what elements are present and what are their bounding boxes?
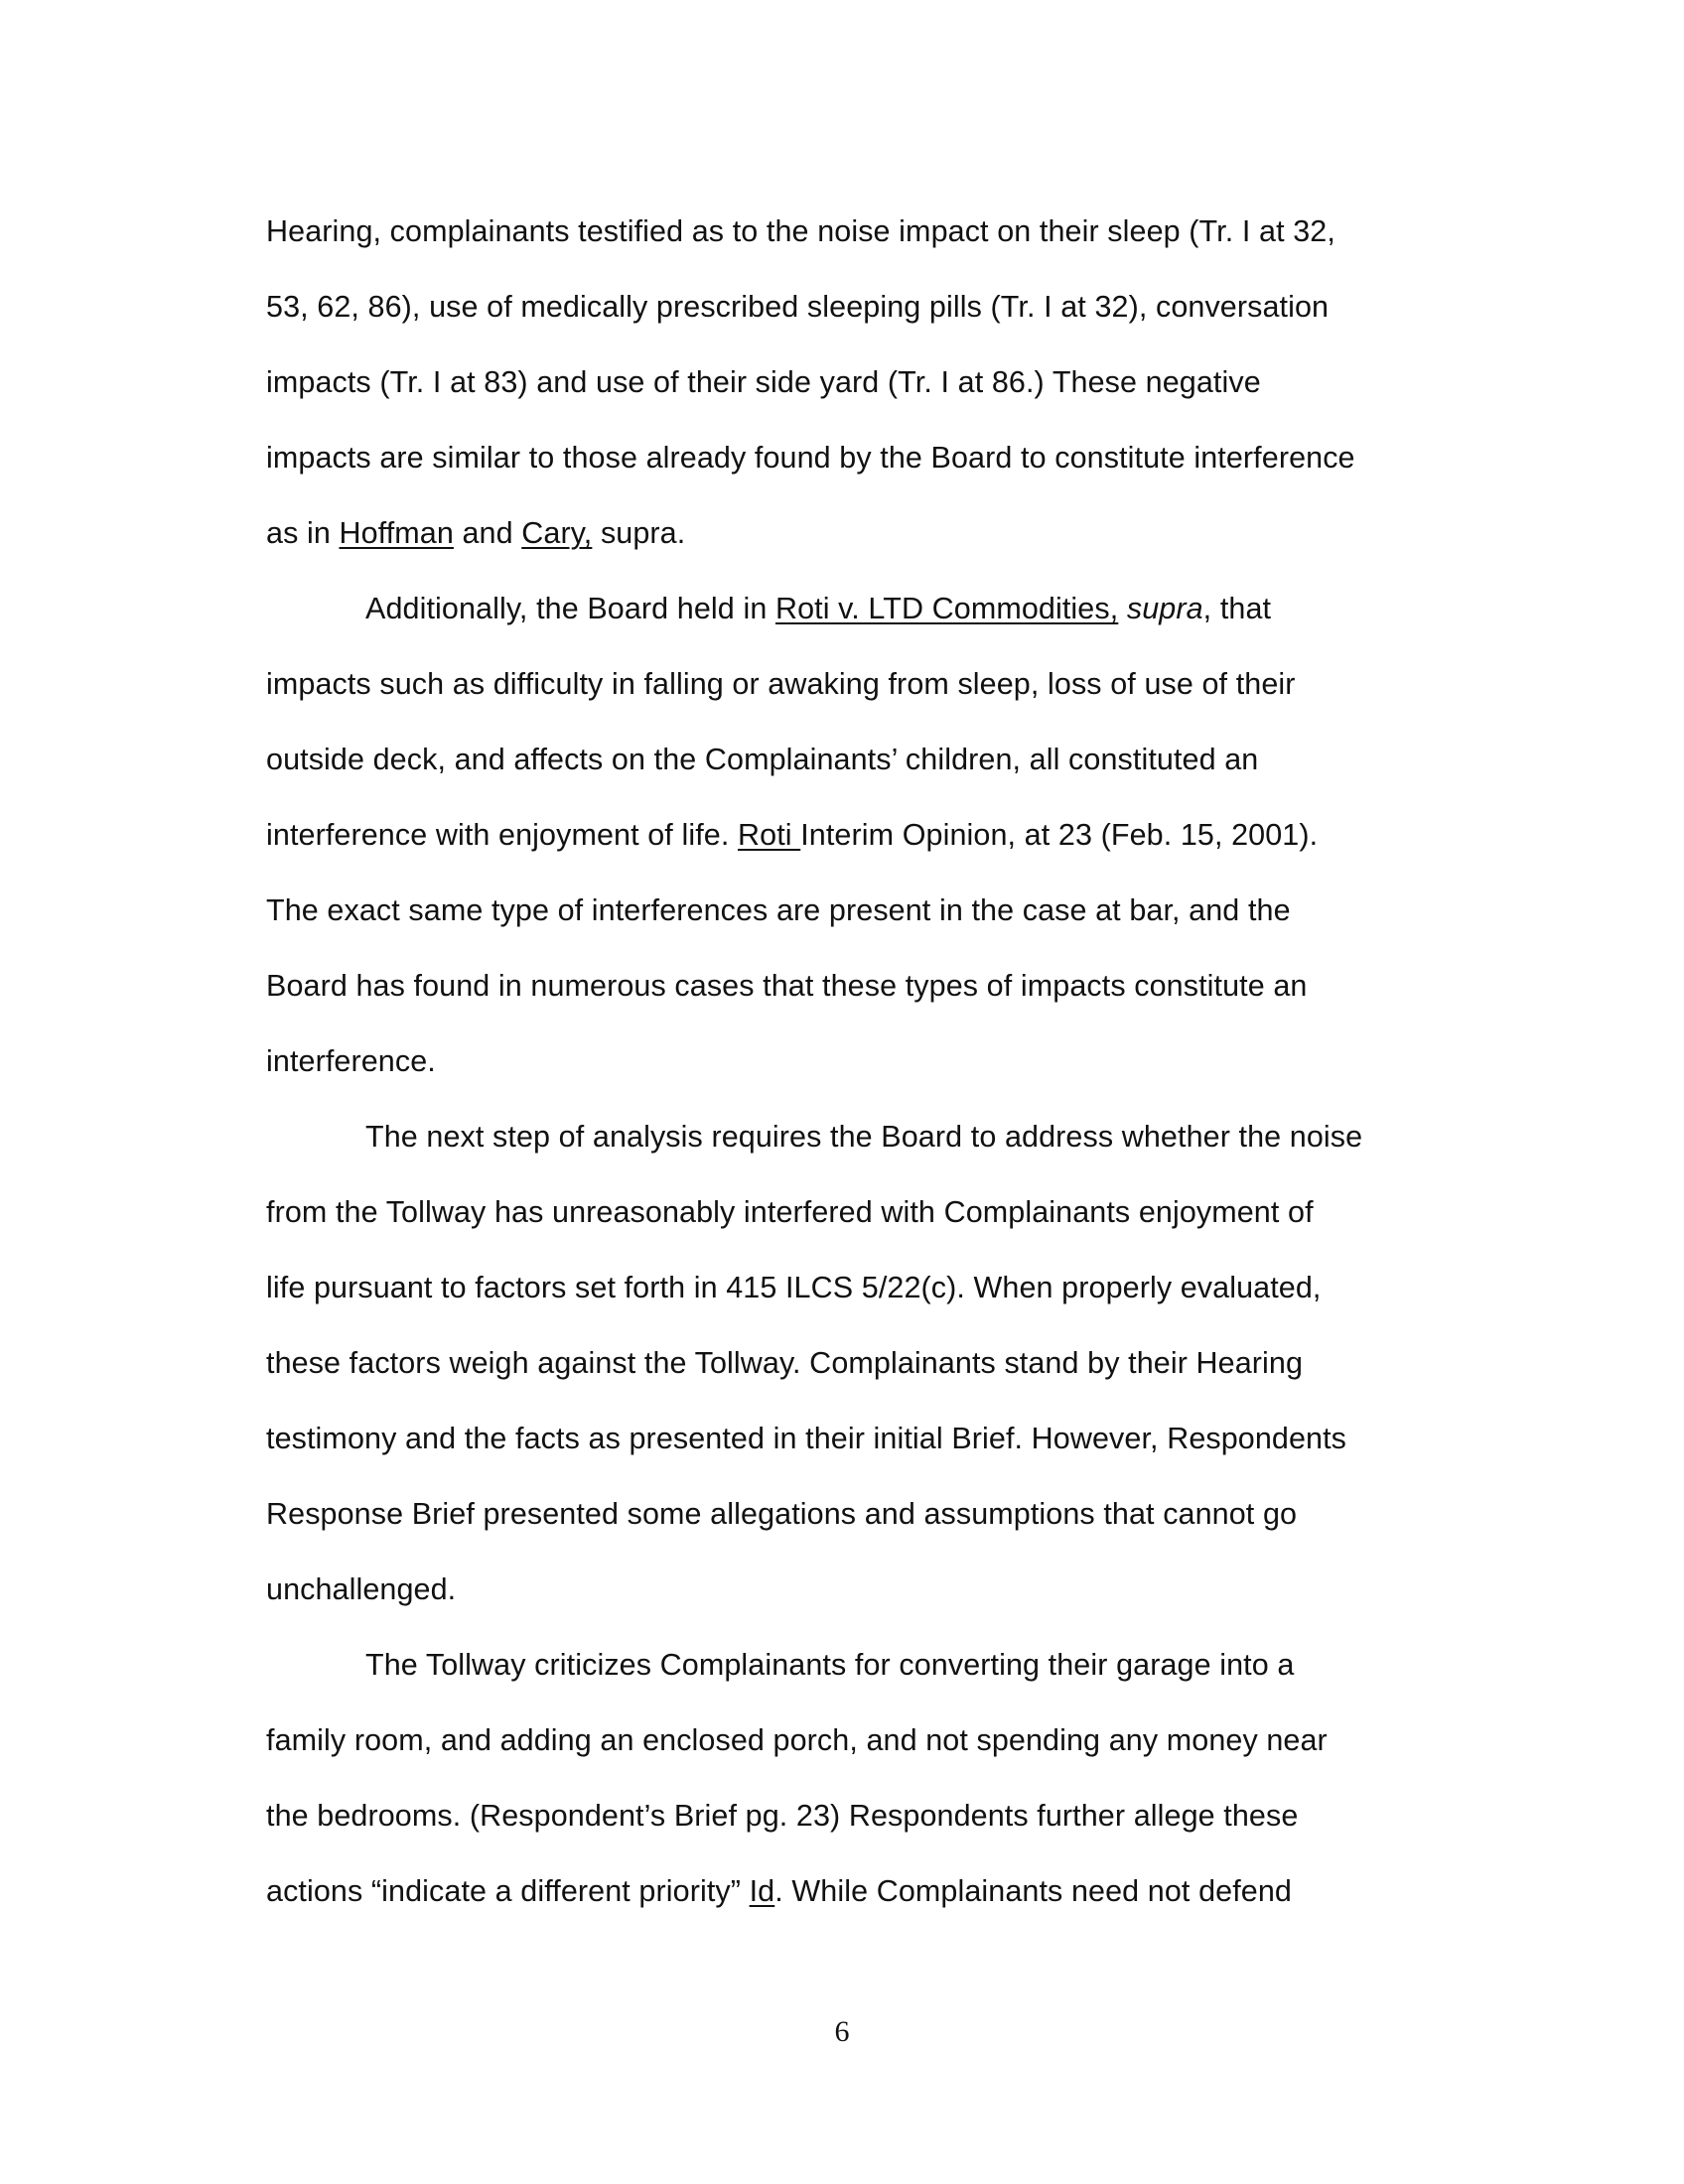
text-run: and bbox=[453, 516, 522, 550]
text-run: interference with enjoyment of life. bbox=[266, 818, 738, 852]
case-citation-roti: Roti v. LTD Commodities, bbox=[774, 592, 1119, 625]
text-line bbox=[266, 1325, 1458, 1401]
text-line bbox=[266, 1552, 1458, 1627]
text-run: these factors weigh against the Tollway. Complainants stand by their Hearing bbox=[266, 1346, 1304, 1380]
body-text bbox=[266, 194, 1458, 1929]
text-run: impacts are similar to those already found by the Board to constitute interference bbox=[266, 441, 1355, 475]
text-run: Response Brief presented some allegations and assumptions that cannot go bbox=[266, 1497, 1298, 1531]
text-line bbox=[266, 948, 1458, 1024]
text-run: testimony and the facts as presented in their initial Brief. However, Respondents bbox=[266, 1422, 1347, 1455]
text-line bbox=[266, 495, 1458, 571]
text-run: as in bbox=[266, 516, 340, 550]
text-run bbox=[1118, 592, 1127, 625]
page-number: 6 bbox=[834, 2015, 850, 2048]
text-line bbox=[266, 1703, 1458, 1778]
text-line bbox=[266, 1476, 1458, 1552]
text-line bbox=[266, 722, 1458, 797]
text-run: The Tollway criticizes Complainants for converting their garage into a bbox=[365, 1648, 1295, 1682]
text-run: impacts such as difficulty in falling or awaking from sleep, loss of use of their bbox=[266, 667, 1296, 701]
text-line bbox=[266, 1627, 1458, 1703]
text-line bbox=[266, 194, 1458, 269]
text-run: Hearing, complainants testified as to the noise impact on their sleep (Tr. I at 32, bbox=[266, 214, 1335, 248]
text-run: interference. bbox=[266, 1044, 436, 1078]
text-run: actions “indicate a different priority” bbox=[266, 1874, 750, 1908]
text-line bbox=[266, 873, 1458, 948]
text-run: The exact same type of interferences are present in the case at bar, and the bbox=[266, 893, 1291, 927]
text-line bbox=[266, 269, 1458, 344]
text-line bbox=[266, 646, 1458, 722]
text-line bbox=[266, 344, 1458, 420]
text-line bbox=[266, 1174, 1458, 1250]
text-run: 53, 62, 86), use of medically prescribed sleeping pills (Tr. I at 32), conversation bbox=[266, 290, 1330, 324]
text-line bbox=[266, 571, 1458, 646]
text-line bbox=[266, 1778, 1458, 1853]
text-run: from the Tollway has unreasonably interfered with Complainants enjoyment of bbox=[266, 1195, 1314, 1229]
case-citation-cary: Cary, bbox=[521, 516, 593, 550]
text-run: The next step of analysis requires the Board to address whether the noise bbox=[365, 1120, 1363, 1154]
text-run: Interim Opinion, at 23 (Feb. 15, 2001). bbox=[800, 818, 1319, 852]
text-run: impacts (Tr. I at 83) and use of their side yard (Tr. I at 86.) These negative bbox=[266, 365, 1261, 399]
case-citation-hoffman: Hoffman bbox=[339, 516, 454, 550]
text-line bbox=[266, 1099, 1458, 1174]
text-line bbox=[266, 1401, 1458, 1476]
text-line bbox=[266, 1024, 1458, 1099]
text-run: unchallenged. bbox=[266, 1572, 457, 1606]
text-run: life pursuant to factors set forth in 415 ILCS 5/22(c). When properly evaluated, bbox=[266, 1271, 1322, 1304]
text-run: outside deck, and affects on the Complainants’ children, all constituted an bbox=[266, 743, 1259, 776]
text-run: family room, and adding an enclosed porch, and not spending any money near bbox=[266, 1723, 1328, 1757]
text-run: Board has found in numerous cases that these types of impacts constitute an bbox=[266, 969, 1308, 1003]
text-line bbox=[266, 1853, 1458, 1929]
text-run: Additionally, the Board held in bbox=[365, 592, 775, 625]
text-line bbox=[266, 420, 1458, 495]
italic-supra: supra bbox=[1126, 592, 1203, 625]
paragraph-4 bbox=[266, 1627, 1458, 1929]
case-citation-roti-short: Roti bbox=[738, 818, 801, 852]
text-line bbox=[266, 797, 1458, 873]
paragraph-2 bbox=[266, 571, 1458, 1099]
text-run: the bedrooms. (Respondent’s Brief pg. 23) Respondents further allege these bbox=[266, 1799, 1299, 1833]
text-run: . While Complainants need not defend bbox=[774, 1874, 1292, 1908]
text-run: , that bbox=[1202, 592, 1272, 625]
paragraph-1 bbox=[266, 194, 1458, 571]
paragraph-3 bbox=[266, 1099, 1458, 1627]
text-run: supra. bbox=[592, 516, 686, 550]
citation-id: Id bbox=[749, 1874, 775, 1908]
text-line bbox=[266, 1250, 1458, 1325]
